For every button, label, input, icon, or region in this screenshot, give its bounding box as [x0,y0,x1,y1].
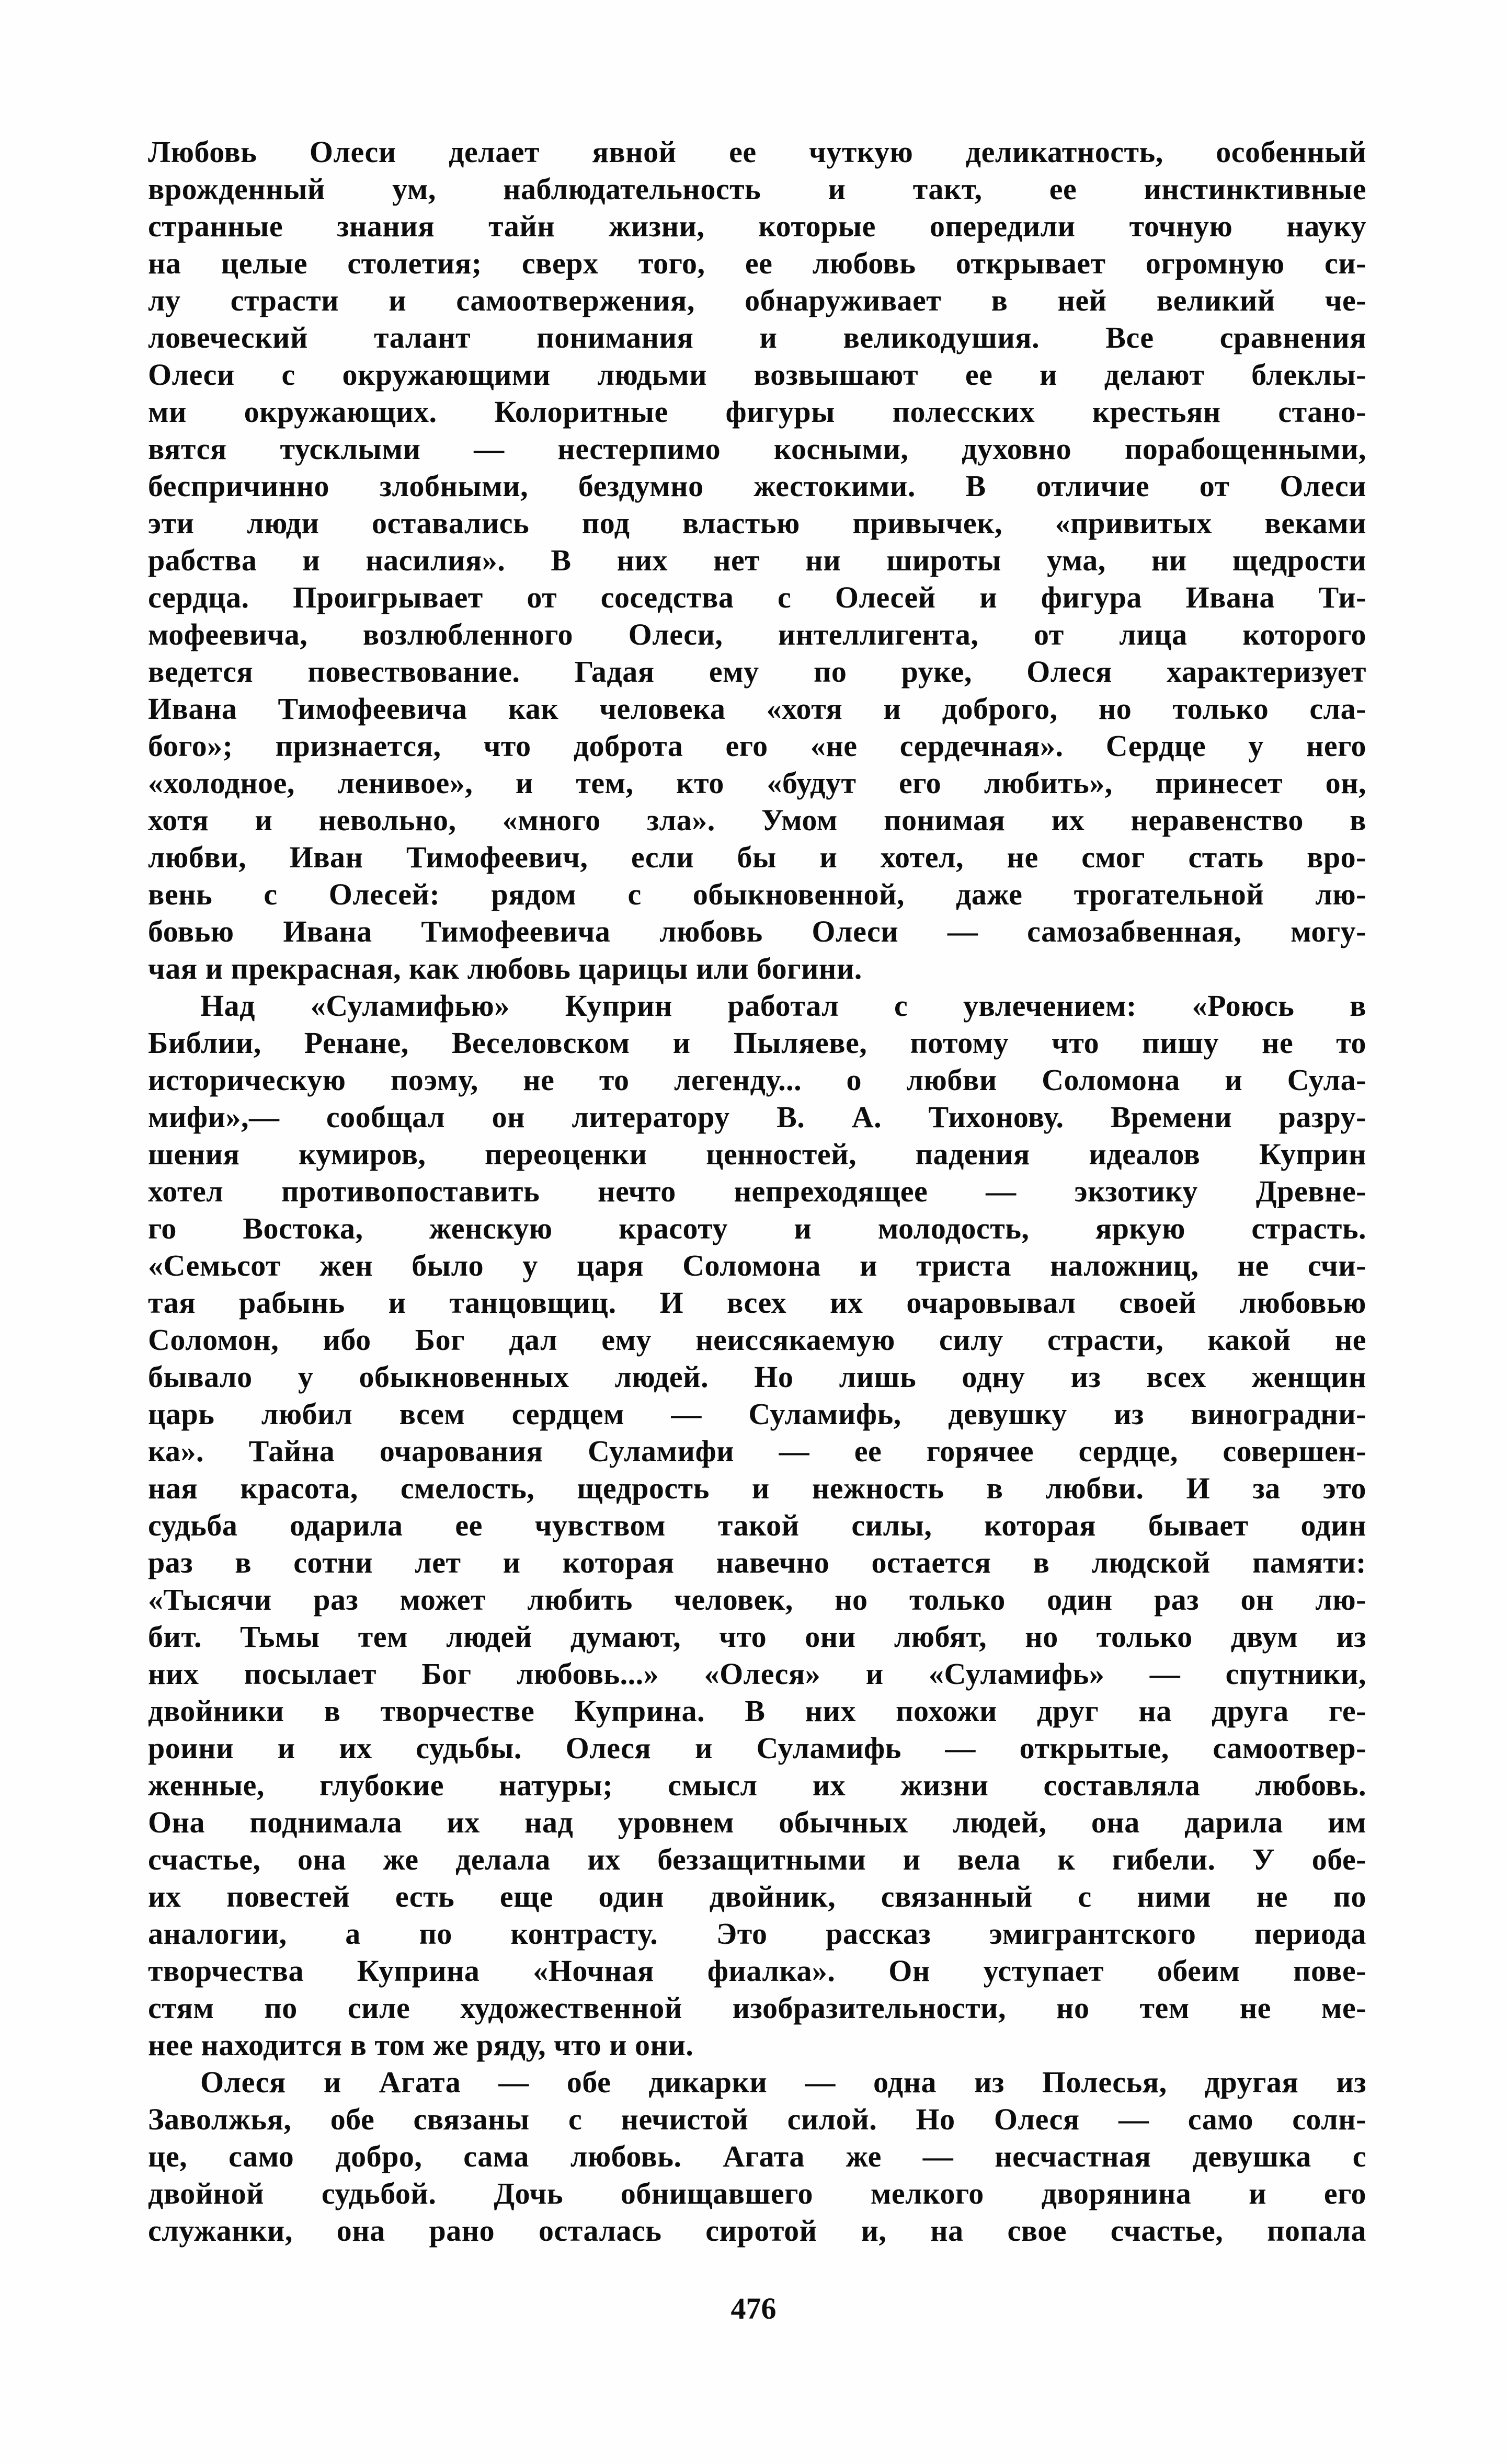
text-line: бит. Тьмы тем людей думают, что они любят, но только двум из [148,1620,1366,1654]
text-line: Олеси с окружающими людьми возвышают ее и делают блеклы- [148,358,1366,392]
text-line: мофеевича, возлюбленного Олеси, интеллигента, от лица которого [148,617,1366,651]
text-line: хотя и невольно, «много зла». Умом понимая их неравенство в [148,803,1366,837]
text-line: служанки, она рано осталась сиротой и, на свое счастье, попала [148,2214,1366,2248]
text-line: их повестей есть еще один двойник, связанный с ними не по [148,1879,1366,1913]
text-line: «Семьсот жен было у царя Соломона и триста наложниц, не счи- [148,1248,1366,1282]
text-line: них посылает Бог любовь...» «Олеся» и «Суламифь» — спутники, [148,1657,1366,1691]
text-line: Заволжья, обе связаны с нечистой силой. Но Олеся — само солн- [148,2102,1366,2136]
text-line: рабства и насилия». В них нет ни широты ума, ни щедрости [148,543,1366,577]
text-line: роини и их судьбы. Олеся и Суламифь — открытые, самоотвер- [148,1731,1366,1765]
text-line: чая и прекрасная, как любовь царицы или богини. [148,952,862,985]
text-line: царь любил всем сердцем — Суламифь, девушку из виноградни- [148,1397,1366,1431]
text-line: Соломон, ибо Бог дал ему неиссякаемую силу страсти, какой не [148,1323,1366,1357]
text-line: раз в сотни лет и которая навечно остается в людской памяти: [148,1545,1366,1579]
paragraph [148,987,1366,2064]
text-line: Любовь Олеси делает явной ее чуткую деликатность, особенный [148,135,1366,169]
text-line: двойники в творчестве Куприна. В них похожи друг на друга ге- [148,1694,1366,1728]
text-line: ка». Тайна очарования Суламифи — ее горячее сердце, совершен- [148,1434,1366,1468]
text-line: аналогии, а по контрасту. Это рассказ эмигрантского периода [148,1917,1366,1951]
page-number: 476 [730,2291,777,2325]
text-line: врожденный ум, наблюдательность и такт, ее инстинктивные [148,172,1366,206]
text-line: двойной судьбой. Дочь обнищавшего мелкого дворянина и его [148,2176,1366,2210]
text-line: вень с Олесей: рядом с обыкновенной, даже трогательной лю- [148,877,1366,911]
text-line: ловеческий талант понимания и великодушия. Все сравнения [148,320,1366,354]
text-line: «холодное, ленивое», и тем, кто «будут его любить», принесет он, [148,766,1366,800]
text-line: нее находится в том же ряду, что и они. [148,2028,694,2062]
text-line: счастье, она же делала их беззащитными и вела к гибели. У обе- [148,1842,1366,1876]
text-line: вятся тусклыми — нестерпимо косными, духовно порабощенными, [148,432,1366,466]
text-line: беспричинно злобными, бездумно жестокими. В отличие от Олеси [148,469,1366,503]
text-line: це, само добро, сама любовь. Агата же — несчастная девушка с [148,2139,1366,2173]
text-line: ми окружающих. Колоритные фигуры полесских крестьян стано- [148,395,1366,429]
text-line: судьба одарила ее чувством такой силы, которая бывает один [148,1508,1366,1542]
text-line: творчества Куприна «Ночная фиалка». Он уступает обеим пове- [148,1954,1366,1988]
text-line: Ивана Тимофеевича как человека «хотя и доброго, но только сла- [148,692,1366,726]
text-line: бого»; признается, что доброта его «не сердечная». Сердце у него [148,729,1366,763]
text-line: лу страсти и самоотвержения, обнаруживает в ней великий че- [148,283,1366,317]
text-line: Олеся и Агата — обе дикарки — одна из Полесья, другая из [200,2065,1366,2099]
text-line: странные знания тайн жизни, которые опередили точную науку [148,209,1366,243]
text-line: го Востока, женскую красоту и молодость, яркую страсть. [148,1211,1366,1245]
paragraph [148,133,1366,987]
paragraph [148,2064,1366,2249]
text-line: стям по силе художественной изобразительности, но тем не ме- [148,1991,1366,2025]
text-line: хотел противопоставить нечто непреходящее — экзотику Древне- [148,1174,1366,1208]
text-line: тая рабынь и танцовщиц. И всех их очаровывал своей любовью [148,1286,1366,1320]
text-line: бовью Ивана Тимофеевича любовь Олеси — самозабвенная, могу- [148,914,1366,948]
text-line: на целые столетия; сверх того, ее любовь открывает огромную си- [148,246,1366,280]
text-line: «Тысячи раз может любить человек, но только один раз он лю- [148,1583,1366,1617]
text-line: Над «Суламифью» Куприн работал с увлечением: «Роюсь в [200,989,1366,1023]
text-line: Библии, Ренане, Веселовском и Пыляеве, потому что пишу не то [148,1026,1366,1060]
text-line: женные, глубокие натуры; смысл их жизни составляла любовь. [148,1768,1366,1802]
text-line: Она поднимала их над уровнем обычных людей, она дарила им [148,1805,1366,1839]
text-line: бывало у обыкновенных людей. Но лишь одну из всех женщин [148,1360,1366,1394]
body-text [148,133,1366,2249]
text-line: любви, Иван Тимофеевич, если бы и хотел, не смог стать вро- [148,840,1366,874]
text-line: историческую поэму, не то легенду... о любви Соломона и Сула- [148,1063,1366,1097]
text-line: сердца. Проигрывает от соседства с Олесей и фигура Ивана Ти- [148,580,1366,614]
text-line: мифи»,— сообщал он литератору В. А. Тихонову. Времени разру- [148,1100,1366,1134]
text-line: эти люди оставались под властью привычек, «привитых веками [148,506,1366,540]
text-line: ведется повествование. Гадая ему по руке, Олеся характеризует [148,655,1366,689]
text-line: ная красота, смелость, щедрость и нежность в любви. И за это [148,1471,1366,1505]
text-line: шения кумиров, переоценки ценностей, падения идеалов Куприн [148,1137,1366,1171]
